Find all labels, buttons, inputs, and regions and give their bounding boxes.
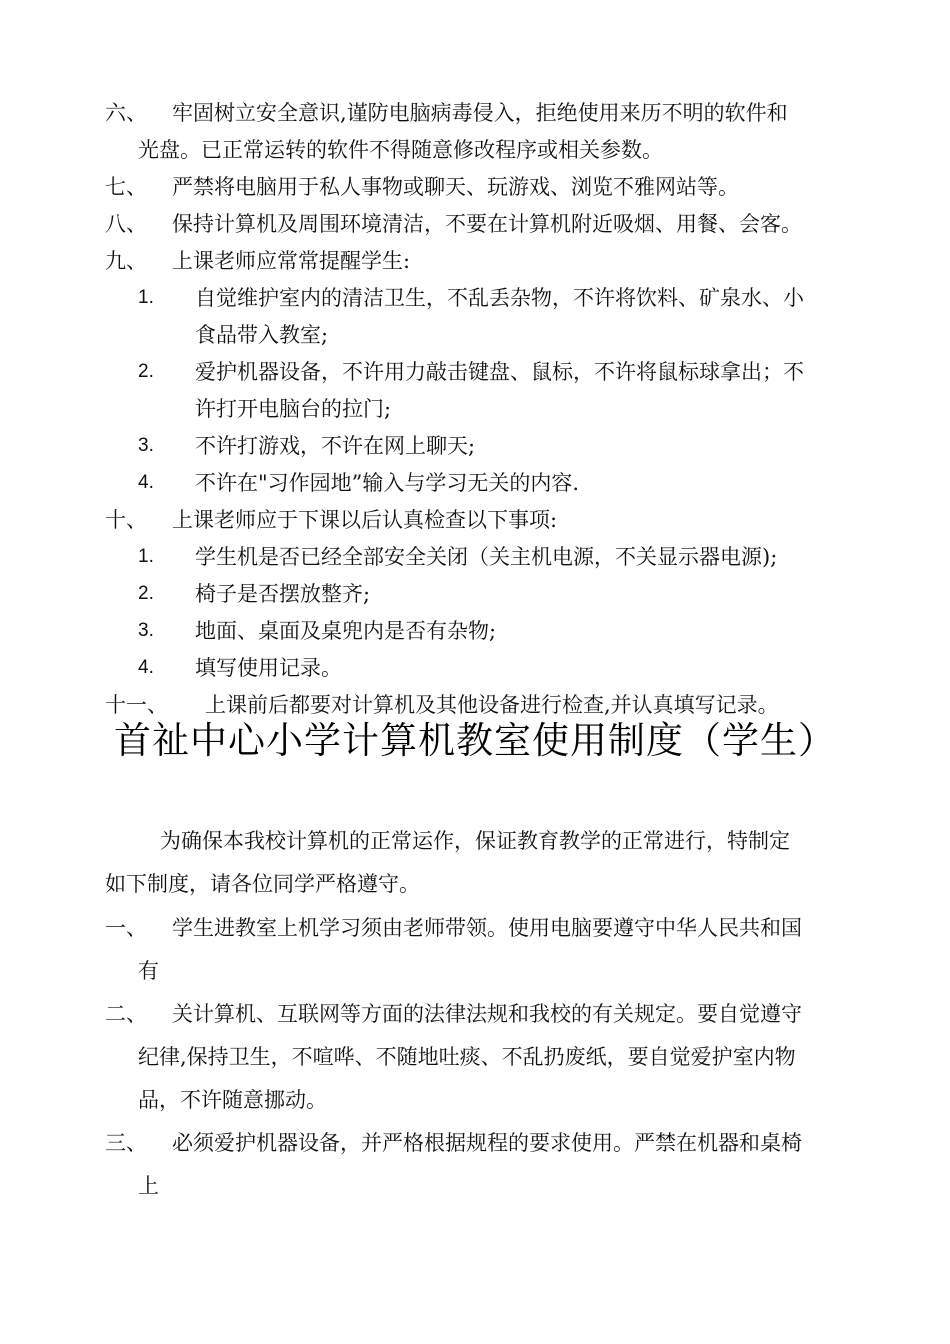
item-text: 爱护机器设备，不许用力敲击键盘、鼠标，不许将鼠标球拿出；不	[195, 360, 804, 384]
item-text: 不许在"习作园地”输入与学习无关的内容.	[195, 471, 580, 495]
item-marker: 2.	[138, 361, 154, 382]
item-text: 保持计算机及周围环境清洁，不要在计算机附近吸烟、用餐、会客。	[172, 212, 802, 236]
item-text: 不许打游戏，不许在网上聊天;	[195, 434, 476, 458]
item-text: 学生进教室上机学习须由老师带领。使用电脑要遵守中华人民共和国	[172, 916, 802, 940]
item-text: 填写使用记录。	[195, 656, 342, 680]
item-text: 严禁将电脑用于私人事物或聊天、玩游戏、浏览不雅网站等。	[172, 175, 739, 199]
item-text: 许打开电脑台的拉门;	[195, 397, 392, 421]
item-text: 光盘。已正常运转的软件不得随意修改程序或相关参数。	[138, 138, 663, 162]
item-text: 品，不许随意挪动。	[138, 1088, 327, 1112]
item-text: 自觉维护室内的清洁卫生，不乱丢杂物，不许将饮料、矿泉水、小	[195, 286, 804, 310]
item-marker: 九、	[105, 249, 147, 273]
item-text: 必须爱护机器设备，并严格根据规程的要求使用。严禁在机器和桌椅	[172, 1131, 802, 1155]
item-text: 地面、桌面及桌兜内是否有杂物;	[195, 619, 497, 643]
item-text: 椅子是否摆放整齐;	[195, 582, 371, 606]
item-text: 上课老师应于下课以后认真检查以下事项:	[172, 508, 558, 532]
item-marker: 六、	[105, 101, 147, 125]
item-marker: 4.	[138, 472, 154, 493]
item-marker: 十一、	[105, 693, 168, 717]
item-text: 食品带入教室;	[195, 323, 329, 347]
item-marker: 1.	[138, 546, 154, 567]
item-text: 上课前后都要对计算机及其他设备进行检查,并认真填写记录。	[205, 693, 779, 717]
item-marker: 3.	[138, 435, 154, 456]
item-marker: 3.	[138, 620, 154, 641]
item-marker: 二、	[105, 1002, 147, 1026]
item-text: 如下制度，请各位同学严格遵守。	[105, 872, 420, 896]
item-text: 纪律,保持卫生，不喧哗、不随地吐痰、不乱扔废纸，要自觉爱护室内物	[138, 1045, 796, 1069]
item-text: 为确保本我校计算机的正常运作，保证教育教学的正常进行，特制定	[160, 829, 790, 853]
item-marker: 2.	[138, 583, 154, 604]
item-text: 关计算机、互联网等方面的法律法规和我校的有关规定。要自觉遵守	[172, 1002, 802, 1026]
item-marker: 一、	[105, 916, 147, 940]
item-marker: 4.	[138, 657, 154, 678]
item-marker: 三、	[105, 1131, 147, 1155]
item-text: 有	[138, 959, 159, 983]
item-text: 牢固树立安全意识,谨防电脑病毒侵入，拒绝使用来历不明的软件和	[172, 101, 788, 125]
item-marker: 七、	[105, 175, 147, 199]
item-text: 上课老师应常常提醒学生:	[172, 249, 411, 273]
item-marker: 八、	[105, 212, 147, 236]
item-text: 学生机是否已经全部安全关闭（关主机电源，不关显示器电源);	[195, 545, 778, 569]
item-text: 上	[138, 1174, 159, 1198]
item-marker: 1.	[138, 287, 154, 308]
section-title: 首祉中心小学计算机教室使用制度（学生）	[114, 719, 836, 762]
item-marker: 十、	[105, 508, 147, 532]
